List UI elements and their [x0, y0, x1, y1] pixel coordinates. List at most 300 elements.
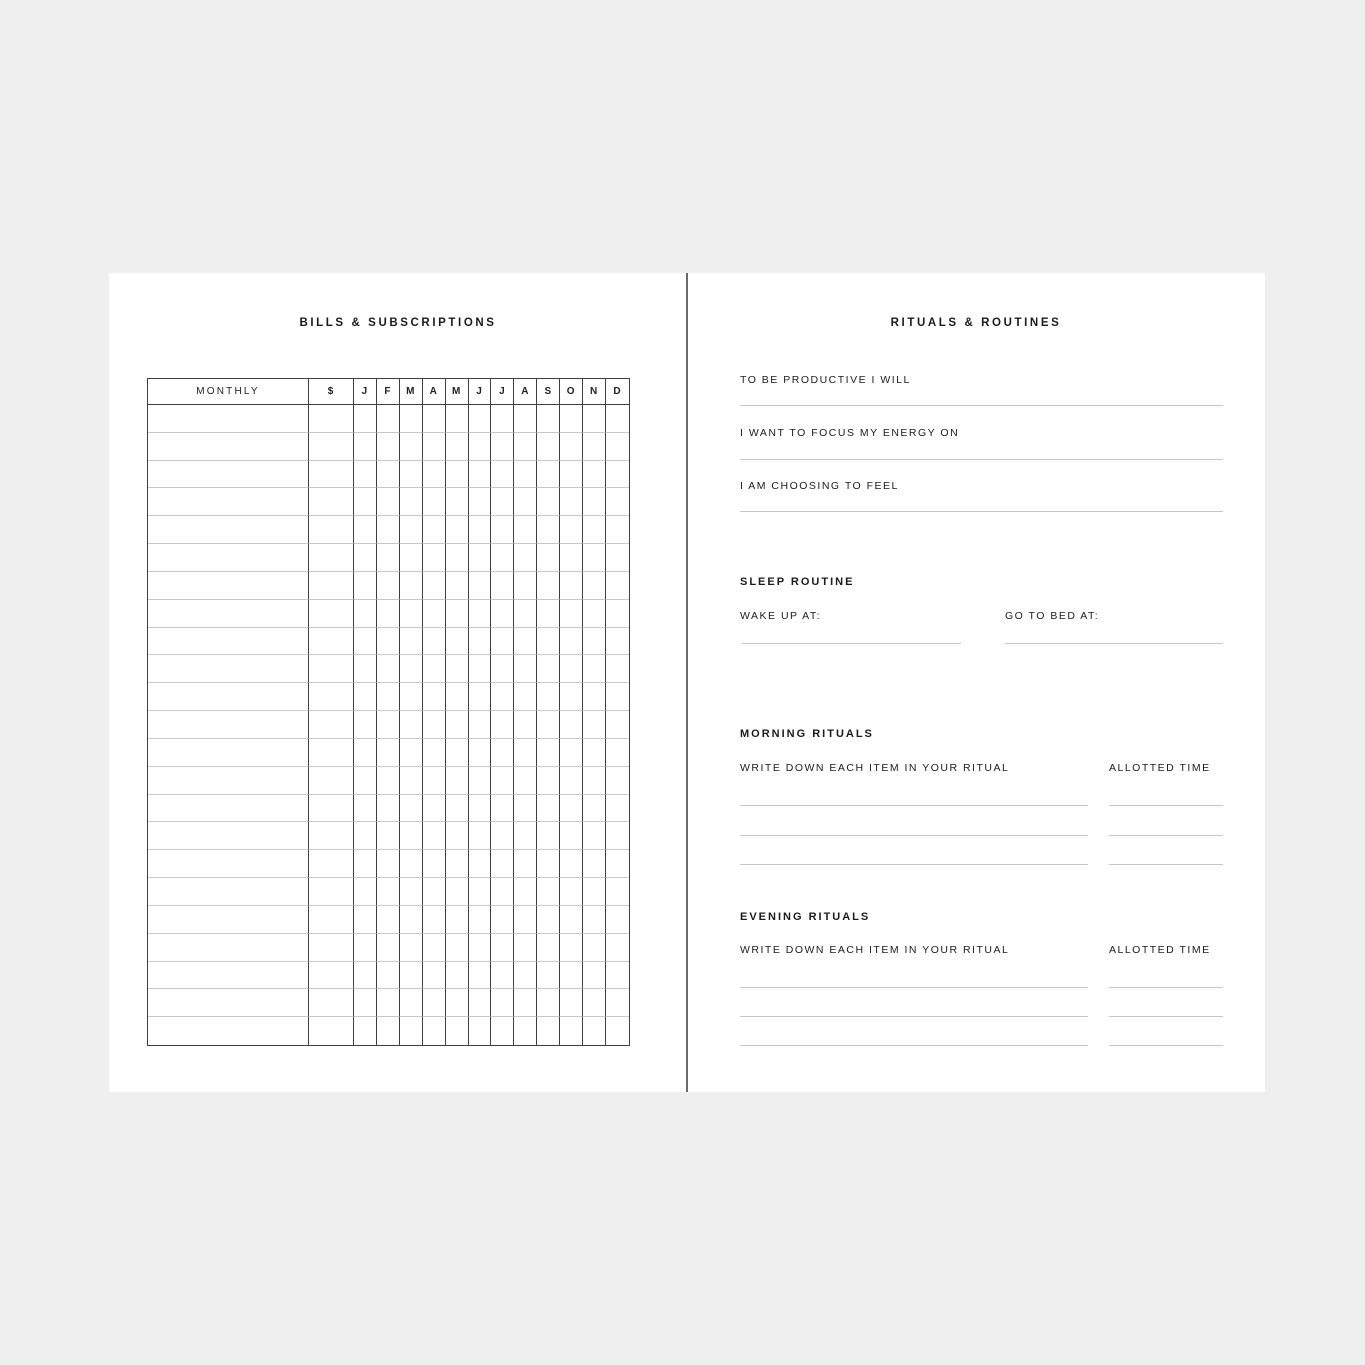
- bill-month-checkbox-cell: [537, 600, 560, 628]
- bill-name-cell: [148, 683, 309, 711]
- evening-allotted-time-label: ALLOTTED TIME: [1109, 944, 1211, 956]
- bill-amount-cell: [309, 1017, 354, 1045]
- bill-month-checkbox-cell: [514, 488, 537, 516]
- bill-month-checkbox-cell: [400, 488, 423, 516]
- bill-month-checkbox-cell: [446, 1017, 469, 1045]
- bill-month-checkbox-cell: [423, 850, 446, 878]
- bill-name-cell: [148, 405, 309, 433]
- bill-month-checkbox-cell: [354, 1017, 377, 1045]
- bill-month-checkbox-cell: [606, 989, 629, 1017]
- ritual-item-write-line: [740, 1045, 1088, 1046]
- bill-month-checkbox-cell: [491, 572, 514, 600]
- month-column-header: D: [606, 379, 629, 405]
- bill-month-checkbox-cell: [446, 544, 469, 572]
- bill-month-checkbox-cell: [583, 544, 606, 572]
- bill-month-checkbox-cell: [469, 934, 492, 962]
- bills-table-row: [148, 433, 629, 461]
- bill-month-checkbox-cell: [606, 600, 629, 628]
- bills-table-row: [148, 767, 629, 795]
- bills-table-row: [148, 739, 629, 767]
- bill-month-checkbox-cell: [423, 683, 446, 711]
- month-column-header: J: [469, 379, 492, 405]
- bill-month-checkbox-cell: [514, 739, 537, 767]
- bill-month-checkbox-cell: [469, 683, 492, 711]
- bill-month-checkbox-cell: [423, 405, 446, 433]
- bill-month-checkbox-cell: [514, 683, 537, 711]
- prompt-energy-label: I WANT TO FOCUS MY ENERGY ON: [740, 427, 960, 439]
- bill-month-checkbox-cell: [469, 655, 492, 683]
- bill-month-checkbox-cell: [560, 850, 583, 878]
- bill-month-checkbox-cell: [400, 544, 423, 572]
- bill-month-checkbox-cell: [606, 934, 629, 962]
- bill-month-checkbox-cell: [377, 655, 400, 683]
- bill-month-checkbox-cell: [491, 628, 514, 656]
- bill-month-checkbox-cell: [377, 628, 400, 656]
- bills-table-row: [148, 934, 629, 962]
- bill-month-checkbox-cell: [560, 600, 583, 628]
- bill-month-checkbox-cell: [491, 767, 514, 795]
- prompt-feel-label: I AM CHOOSING TO FEEL: [740, 480, 899, 492]
- bill-month-checkbox-cell: [377, 572, 400, 600]
- allotted-time-write-line: [1109, 805, 1223, 806]
- bill-month-checkbox-cell: [514, 600, 537, 628]
- bill-month-checkbox-cell: [423, 962, 446, 990]
- bill-month-checkbox-cell: [469, 795, 492, 823]
- bill-month-checkbox-cell: [583, 683, 606, 711]
- allotted-time-write-line: [1109, 1045, 1223, 1046]
- bill-month-checkbox-cell: [354, 906, 377, 934]
- bill-amount-cell: [309, 433, 354, 461]
- bill-amount-cell: [309, 822, 354, 850]
- month-column-header: F: [377, 379, 400, 405]
- bills-table-row: [148, 405, 629, 433]
- bill-month-checkbox-cell: [514, 628, 537, 656]
- bill-name-cell: [148, 572, 309, 600]
- month-column-header: M: [400, 379, 423, 405]
- bill-month-checkbox-cell: [469, 405, 492, 433]
- bill-month-checkbox-cell: [537, 1017, 560, 1045]
- bill-name-cell: [148, 488, 309, 516]
- bill-month-checkbox-cell: [583, 795, 606, 823]
- morning-items-label: WRITE DOWN EACH ITEM IN YOUR RITUAL: [740, 762, 1010, 774]
- bill-month-checkbox-cell: [469, 962, 492, 990]
- bill-month-checkbox-cell: [606, 878, 629, 906]
- bill-month-checkbox-cell: [560, 767, 583, 795]
- bill-month-checkbox-cell: [537, 934, 560, 962]
- bill-month-checkbox-cell: [354, 683, 377, 711]
- bill-month-checkbox-cell: [446, 850, 469, 878]
- bill-month-checkbox-cell: [606, 822, 629, 850]
- bill-month-checkbox-cell: [469, 544, 492, 572]
- prompt-energy-write-line: [740, 459, 1223, 460]
- bill-amount-cell: [309, 906, 354, 934]
- bill-month-checkbox-cell: [469, 767, 492, 795]
- allotted-time-write-line: [1109, 1016, 1223, 1017]
- bill-amount-cell: [309, 767, 354, 795]
- bill-month-checkbox-cell: [491, 655, 514, 683]
- bill-month-checkbox-cell: [423, 989, 446, 1017]
- bill-month-checkbox-cell: [400, 934, 423, 962]
- bill-month-checkbox-cell: [446, 822, 469, 850]
- bill-month-checkbox-cell: [606, 544, 629, 572]
- bill-month-checkbox-cell: [400, 795, 423, 823]
- bill-month-checkbox-cell: [491, 989, 514, 1017]
- bills-table-row: [148, 989, 629, 1017]
- amount-column-header: $: [309, 379, 354, 405]
- bills-table-row: [148, 711, 629, 739]
- bill-month-checkbox-cell: [606, 767, 629, 795]
- bill-month-checkbox-cell: [560, 739, 583, 767]
- bill-month-checkbox-cell: [537, 962, 560, 990]
- morning-rituals-write-lines: [740, 805, 1223, 894]
- bill-month-checkbox-cell: [560, 1017, 583, 1045]
- bill-month-checkbox-cell: [400, 655, 423, 683]
- bill-month-checkbox-cell: [560, 572, 583, 600]
- bill-month-checkbox-cell: [446, 405, 469, 433]
- bill-month-checkbox-cell: [446, 683, 469, 711]
- bill-month-checkbox-cell: [491, 934, 514, 962]
- bill-month-checkbox-cell: [400, 433, 423, 461]
- planner-spread: [109, 273, 1265, 1092]
- bill-month-checkbox-cell: [583, 767, 606, 795]
- bills-table-row: [148, 906, 629, 934]
- bill-month-checkbox-cell: [469, 516, 492, 544]
- bill-month-checkbox-cell: [583, 405, 606, 433]
- bill-month-checkbox-cell: [400, 962, 423, 990]
- bill-month-checkbox-cell: [606, 739, 629, 767]
- bill-month-checkbox-cell: [606, 461, 629, 489]
- bill-month-checkbox-cell: [491, 822, 514, 850]
- bill-name-cell: [148, 934, 309, 962]
- bill-month-checkbox-cell: [537, 488, 560, 516]
- prompt-productive-label: TO BE PRODUCTIVE I WILL: [740, 374, 911, 386]
- bill-month-checkbox-cell: [491, 683, 514, 711]
- bill-month-checkbox-cell: [514, 655, 537, 683]
- bill-month-checkbox-cell: [354, 878, 377, 906]
- ritual-item-write-line: [740, 805, 1088, 806]
- bill-month-checkbox-cell: [560, 461, 583, 489]
- bill-month-checkbox-cell: [606, 795, 629, 823]
- bill-month-checkbox-cell: [583, 906, 606, 934]
- bill-month-checkbox-cell: [560, 544, 583, 572]
- bills-table-row: [148, 683, 629, 711]
- bill-month-checkbox-cell: [354, 795, 377, 823]
- bill-month-checkbox-cell: [354, 461, 377, 489]
- bills-table: [147, 378, 630, 1046]
- month-column-header: N: [583, 379, 606, 405]
- bill-month-checkbox-cell: [491, 461, 514, 489]
- bill-amount-cell: [309, 461, 354, 489]
- bill-amount-cell: [309, 655, 354, 683]
- bill-month-checkbox-cell: [537, 906, 560, 934]
- bill-month-checkbox-cell: [606, 711, 629, 739]
- bill-month-checkbox-cell: [606, 572, 629, 600]
- ritual-item-write-line: [740, 835, 1088, 836]
- bill-month-checkbox-cell: [423, 655, 446, 683]
- bill-month-checkbox-cell: [354, 934, 377, 962]
- bill-month-checkbox-cell: [354, 655, 377, 683]
- bill-month-checkbox-cell: [446, 878, 469, 906]
- bill-month-checkbox-cell: [377, 962, 400, 990]
- bill-month-checkbox-cell: [377, 878, 400, 906]
- bill-month-checkbox-cell: [377, 1017, 400, 1045]
- bill-month-checkbox-cell: [583, 739, 606, 767]
- bill-month-checkbox-cell: [491, 850, 514, 878]
- bill-month-checkbox-cell: [469, 878, 492, 906]
- morning-rituals-heading: MORNING RITUALS: [740, 728, 874, 740]
- ritual-line-row: [740, 835, 1223, 865]
- bill-month-checkbox-cell: [469, 1017, 492, 1045]
- bill-month-checkbox-cell: [560, 405, 583, 433]
- bill-month-checkbox-cell: [446, 795, 469, 823]
- bills-table-row: [148, 461, 629, 489]
- evening-items-label: WRITE DOWN EACH ITEM IN YOUR RITUAL: [740, 944, 1010, 956]
- bill-month-checkbox-cell: [537, 544, 560, 572]
- month-column-header: O: [560, 379, 583, 405]
- bills-table-row: [148, 600, 629, 628]
- bill-month-checkbox-cell: [583, 850, 606, 878]
- ritual-line-row: [740, 1045, 1223, 1074]
- bill-month-checkbox-cell: [354, 962, 377, 990]
- bill-month-checkbox-cell: [514, 1017, 537, 1045]
- bill-month-checkbox-cell: [423, 572, 446, 600]
- bill-month-checkbox-cell: [377, 795, 400, 823]
- bill-month-checkbox-cell: [377, 850, 400, 878]
- bill-month-checkbox-cell: [469, 461, 492, 489]
- bill-month-checkbox-cell: [377, 405, 400, 433]
- bill-month-checkbox-cell: [560, 822, 583, 850]
- bill-month-checkbox-cell: [423, 795, 446, 823]
- bill-month-checkbox-cell: [377, 461, 400, 489]
- bill-month-checkbox-cell: [514, 822, 537, 850]
- bill-month-checkbox-cell: [537, 405, 560, 433]
- bill-month-checkbox-cell: [446, 655, 469, 683]
- bill-month-checkbox-cell: [423, 711, 446, 739]
- bills-table-row: [148, 572, 629, 600]
- bill-amount-cell: [309, 934, 354, 962]
- bill-month-checkbox-cell: [491, 405, 514, 433]
- bill-month-checkbox-cell: [377, 906, 400, 934]
- bill-month-checkbox-cell: [377, 683, 400, 711]
- bill-month-checkbox-cell: [377, 822, 400, 850]
- wake-up-at-label: WAKE UP AT:: [740, 610, 822, 622]
- bill-month-checkbox-cell: [514, 461, 537, 489]
- bill-name-cell: [148, 1017, 309, 1045]
- bills-page-title: BILLS & SUBSCRIPTIONS: [299, 317, 497, 329]
- bill-month-checkbox-cell: [537, 989, 560, 1017]
- bill-month-checkbox-cell: [400, 516, 423, 544]
- bills-table-row: [148, 795, 629, 823]
- bill-month-checkbox-cell: [583, 572, 606, 600]
- bill-month-checkbox-cell: [354, 572, 377, 600]
- month-column-header: A: [423, 379, 446, 405]
- month-column-header: J: [491, 379, 514, 405]
- bill-month-checkbox-cell: [423, 739, 446, 767]
- bill-month-checkbox-cell: [377, 934, 400, 962]
- ritual-line-row: [740, 1016, 1223, 1045]
- bill-amount-cell: [309, 795, 354, 823]
- monthly-column-header: MONTHLY: [148, 379, 309, 405]
- bill-month-checkbox-cell: [537, 767, 560, 795]
- bill-month-checkbox-cell: [537, 683, 560, 711]
- bill-month-checkbox-cell: [491, 962, 514, 990]
- bill-month-checkbox-cell: [560, 989, 583, 1017]
- ritual-item-write-line: [740, 864, 1088, 865]
- go-to-bed-write-line: [1005, 643, 1223, 644]
- bill-month-checkbox-cell: [446, 962, 469, 990]
- bill-month-checkbox-cell: [354, 989, 377, 1017]
- bill-name-cell: [148, 628, 309, 656]
- bill-month-checkbox-cell: [354, 516, 377, 544]
- bill-month-checkbox-cell: [583, 600, 606, 628]
- bill-month-checkbox-cell: [606, 488, 629, 516]
- bill-month-checkbox-cell: [537, 628, 560, 656]
- bill-month-checkbox-cell: [423, 878, 446, 906]
- bill-month-checkbox-cell: [560, 906, 583, 934]
- bills-table-row: [148, 655, 629, 683]
- bill-month-checkbox-cell: [400, 1017, 423, 1045]
- bill-month-checkbox-cell: [560, 628, 583, 656]
- bill-name-cell: [148, 962, 309, 990]
- bill-month-checkbox-cell: [354, 600, 377, 628]
- bill-month-checkbox-cell: [469, 628, 492, 656]
- bill-month-checkbox-cell: [469, 600, 492, 628]
- rituals-page-title: RITUALS & ROUTINES: [890, 317, 1062, 329]
- bill-month-checkbox-cell: [354, 628, 377, 656]
- bill-month-checkbox-cell: [560, 433, 583, 461]
- bill-month-checkbox-cell: [560, 655, 583, 683]
- bill-month-checkbox-cell: [560, 795, 583, 823]
- bill-month-checkbox-cell: [514, 405, 537, 433]
- bill-month-checkbox-cell: [446, 739, 469, 767]
- bill-month-checkbox-cell: [400, 850, 423, 878]
- bill-month-checkbox-cell: [537, 822, 560, 850]
- bill-amount-cell: [309, 572, 354, 600]
- bill-month-checkbox-cell: [514, 989, 537, 1017]
- bill-month-checkbox-cell: [469, 739, 492, 767]
- bill-name-cell: [148, 544, 309, 572]
- month-column-header: M: [446, 379, 469, 405]
- bill-month-checkbox-cell: [423, 767, 446, 795]
- ritual-item-write-line: [740, 1016, 1088, 1017]
- bill-month-checkbox-cell: [560, 711, 583, 739]
- bill-month-checkbox-cell: [537, 655, 560, 683]
- bill-month-checkbox-cell: [606, 1017, 629, 1045]
- bills-table-body: [148, 405, 629, 1045]
- bill-month-checkbox-cell: [354, 488, 377, 516]
- bill-amount-cell: [309, 878, 354, 906]
- bill-month-checkbox-cell: [583, 962, 606, 990]
- rituals-page: [687, 273, 1265, 1092]
- bill-month-checkbox-cell: [583, 822, 606, 850]
- bill-month-checkbox-cell: [377, 433, 400, 461]
- bills-table-header-row: [148, 379, 629, 405]
- bill-month-checkbox-cell: [514, 544, 537, 572]
- sleep-routine-heading: SLEEP ROUTINE: [740, 576, 855, 588]
- bills-table-row: [148, 850, 629, 878]
- bill-month-checkbox-cell: [491, 878, 514, 906]
- bill-name-cell: [148, 655, 309, 683]
- bill-month-checkbox-cell: [514, 516, 537, 544]
- bill-month-checkbox-cell: [560, 516, 583, 544]
- bill-month-checkbox-cell: [377, 488, 400, 516]
- month-column-header: S: [537, 379, 560, 405]
- bill-month-checkbox-cell: [514, 934, 537, 962]
- ritual-line-row: [740, 987, 1223, 1016]
- bill-month-checkbox-cell: [491, 795, 514, 823]
- bill-amount-cell: [309, 628, 354, 656]
- bill-month-checkbox-cell: [377, 544, 400, 572]
- bill-month-checkbox-cell: [446, 572, 469, 600]
- evening-rituals-write-lines: [740, 987, 1223, 1074]
- bill-month-checkbox-cell: [400, 906, 423, 934]
- bill-month-checkbox-cell: [377, 600, 400, 628]
- bill-month-checkbox-cell: [400, 822, 423, 850]
- bill-name-cell: [148, 906, 309, 934]
- bill-month-checkbox-cell: [354, 739, 377, 767]
- ritual-line-row: [740, 864, 1223, 894]
- bill-month-checkbox-cell: [514, 962, 537, 990]
- bill-month-checkbox-cell: [469, 989, 492, 1017]
- bill-month-checkbox-cell: [354, 544, 377, 572]
- bill-amount-cell: [309, 850, 354, 878]
- bill-month-checkbox-cell: [537, 461, 560, 489]
- bills-table-row: [148, 544, 629, 572]
- bill-month-checkbox-cell: [469, 906, 492, 934]
- bill-month-checkbox-cell: [514, 767, 537, 795]
- bill-month-checkbox-cell: [514, 711, 537, 739]
- bill-name-cell: [148, 516, 309, 544]
- allotted-time-write-line: [1109, 835, 1223, 836]
- bill-month-checkbox-cell: [377, 767, 400, 795]
- bill-month-checkbox-cell: [491, 516, 514, 544]
- bill-name-cell: [148, 850, 309, 878]
- bill-month-checkbox-cell: [583, 655, 606, 683]
- bill-month-checkbox-cell: [514, 572, 537, 600]
- bill-month-checkbox-cell: [354, 711, 377, 739]
- bill-amount-cell: [309, 711, 354, 739]
- bill-month-checkbox-cell: [606, 655, 629, 683]
- bill-month-checkbox-cell: [491, 1017, 514, 1045]
- bill-month-checkbox-cell: [446, 600, 469, 628]
- bill-month-checkbox-cell: [583, 711, 606, 739]
- bill-month-checkbox-cell: [606, 628, 629, 656]
- bill-month-checkbox-cell: [537, 795, 560, 823]
- bill-month-checkbox-cell: [400, 739, 423, 767]
- bills-table-row: [148, 822, 629, 850]
- bill-name-cell: [148, 795, 309, 823]
- bills-table-row: [148, 878, 629, 906]
- bill-month-checkbox-cell: [469, 572, 492, 600]
- bill-month-checkbox-cell: [400, 767, 423, 795]
- bill-month-checkbox-cell: [354, 850, 377, 878]
- bill-month-checkbox-cell: [423, 516, 446, 544]
- bill-amount-cell: [309, 516, 354, 544]
- bill-month-checkbox-cell: [514, 850, 537, 878]
- bills-table-row: [148, 488, 629, 516]
- bill-month-checkbox-cell: [423, 906, 446, 934]
- bill-month-checkbox-cell: [560, 962, 583, 990]
- bill-month-checkbox-cell: [537, 878, 560, 906]
- bill-month-checkbox-cell: [423, 544, 446, 572]
- bills-table-row: [148, 1017, 629, 1045]
- bill-month-checkbox-cell: [446, 906, 469, 934]
- bill-month-checkbox-cell: [400, 628, 423, 656]
- bill-month-checkbox-cell: [537, 516, 560, 544]
- bill-name-cell: [148, 878, 309, 906]
- bill-month-checkbox-cell: [491, 488, 514, 516]
- bill-month-checkbox-cell: [400, 683, 423, 711]
